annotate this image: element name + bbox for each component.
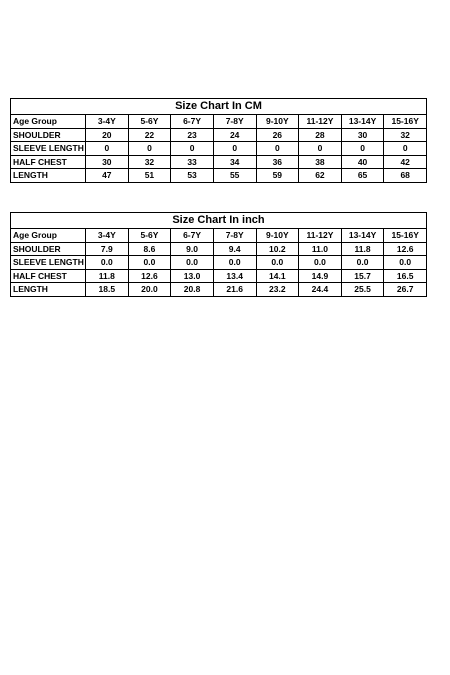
header-label: Age Group [11, 229, 86, 243]
cell-value: 13.0 [171, 269, 214, 283]
cell-value: 16.5 [384, 269, 427, 283]
cell-value: 0.0 [384, 256, 427, 270]
row-label: LENGTH [11, 283, 86, 297]
table-row [11, 155, 427, 169]
cell-value: 36 [256, 155, 299, 169]
row-label: HALF CHEST [11, 155, 86, 169]
table-row [11, 242, 427, 256]
cell-value: 34 [213, 155, 256, 169]
cell-value: 26 [256, 128, 299, 142]
cell-value: 32 [384, 128, 427, 142]
column-header: 11-12Y [299, 229, 342, 243]
table-row [11, 256, 427, 270]
column-header: 5-6Y [128, 229, 171, 243]
row-label: LENGTH [11, 169, 86, 183]
table-row [11, 269, 427, 283]
row-label: SLEEVE LENGTH [11, 142, 86, 156]
cell-value: 0 [213, 142, 256, 156]
cell-value: 0.0 [86, 256, 129, 270]
table-title-row [11, 213, 427, 229]
cell-value: 24.4 [299, 283, 342, 297]
cell-value: 65 [341, 169, 384, 183]
cell-value: 18.5 [86, 283, 129, 297]
cell-value: 0 [86, 142, 129, 156]
cell-value: 11.0 [299, 242, 342, 256]
cell-value: 30 [341, 128, 384, 142]
cell-value: 0 [171, 142, 214, 156]
cell-value: 20 [86, 128, 129, 142]
cell-value: 0.0 [256, 256, 299, 270]
row-label: SHOULDER [11, 128, 86, 142]
cell-value: 20.8 [171, 283, 214, 297]
column-header: 15-16Y [384, 115, 427, 129]
header-label: Age Group [11, 115, 86, 129]
cell-value: 0.0 [171, 256, 214, 270]
table-row [11, 142, 427, 156]
cell-value: 33 [171, 155, 214, 169]
cell-value: 11.8 [341, 242, 384, 256]
cell-value: 12.6 [128, 269, 171, 283]
cell-value: 0 [299, 142, 342, 156]
column-header: 3-4Y [86, 229, 129, 243]
cell-value: 0.0 [299, 256, 342, 270]
cell-value: 26.7 [384, 283, 427, 297]
column-header: 5-6Y [128, 115, 171, 129]
cell-value: 30 [86, 155, 129, 169]
cell-value: 11.8 [86, 269, 129, 283]
cell-value: 0 [384, 142, 427, 156]
cell-value: 8.6 [128, 242, 171, 256]
table-title: Size Chart In CM [11, 99, 427, 115]
table-row [11, 128, 427, 142]
cell-value: 32 [128, 155, 171, 169]
cell-value: 59 [256, 169, 299, 183]
cell-value: 0.0 [341, 256, 384, 270]
cell-value: 23.2 [256, 283, 299, 297]
cell-value: 25.5 [341, 283, 384, 297]
cell-value: 9.4 [213, 242, 256, 256]
cell-value: 20.0 [128, 283, 171, 297]
table-row [11, 283, 427, 297]
cell-value: 55 [213, 169, 256, 183]
row-label: SHOULDER [11, 242, 86, 256]
cell-value: 28 [299, 128, 342, 142]
cell-value: 47 [86, 169, 129, 183]
cell-value: 13.4 [213, 269, 256, 283]
cell-value: 7.9 [86, 242, 129, 256]
cell-value: 9.0 [171, 242, 214, 256]
column-header: 15-16Y [384, 229, 427, 243]
table-header-row [11, 115, 427, 129]
row-label: HALF CHEST [11, 269, 86, 283]
column-header: 9-10Y [256, 115, 299, 129]
cell-value: 0.0 [128, 256, 171, 270]
cell-value: 0 [128, 142, 171, 156]
cell-value: 0 [256, 142, 299, 156]
cell-value: 0 [341, 142, 384, 156]
cell-value: 40 [341, 155, 384, 169]
cell-value: 23 [171, 128, 214, 142]
column-header: 7-8Y [213, 115, 256, 129]
column-header: 3-4Y [86, 115, 129, 129]
size-chart-cm-table [10, 98, 427, 183]
table-row [11, 169, 427, 183]
cell-value: 51 [128, 169, 171, 183]
cell-value: 68 [384, 169, 427, 183]
cell-value: 42 [384, 155, 427, 169]
cell-value: 12.6 [384, 242, 427, 256]
cell-value: 15.7 [341, 269, 384, 283]
cell-value: 10.2 [256, 242, 299, 256]
cell-value: 21.6 [213, 283, 256, 297]
column-header: 6-7Y [171, 115, 214, 129]
column-header: 9-10Y [256, 229, 299, 243]
size-chart-inch-table [10, 212, 427, 297]
table-title-row [11, 99, 427, 115]
cell-value: 38 [299, 155, 342, 169]
column-header: 13-14Y [341, 115, 384, 129]
cell-value: 53 [171, 169, 214, 183]
table-header-row [11, 229, 427, 243]
cell-value: 22 [128, 128, 171, 142]
cell-value: 62 [299, 169, 342, 183]
column-header: 13-14Y [341, 229, 384, 243]
row-label: SLEEVE LENGTH [11, 256, 86, 270]
cell-value: 14.9 [299, 269, 342, 283]
column-header: 11-12Y [299, 115, 342, 129]
cell-value: 14.1 [256, 269, 299, 283]
cell-value: 24 [213, 128, 256, 142]
table-title: Size Chart In inch [11, 213, 427, 229]
column-header: 6-7Y [171, 229, 214, 243]
cell-value: 0.0 [213, 256, 256, 270]
column-header: 7-8Y [213, 229, 256, 243]
